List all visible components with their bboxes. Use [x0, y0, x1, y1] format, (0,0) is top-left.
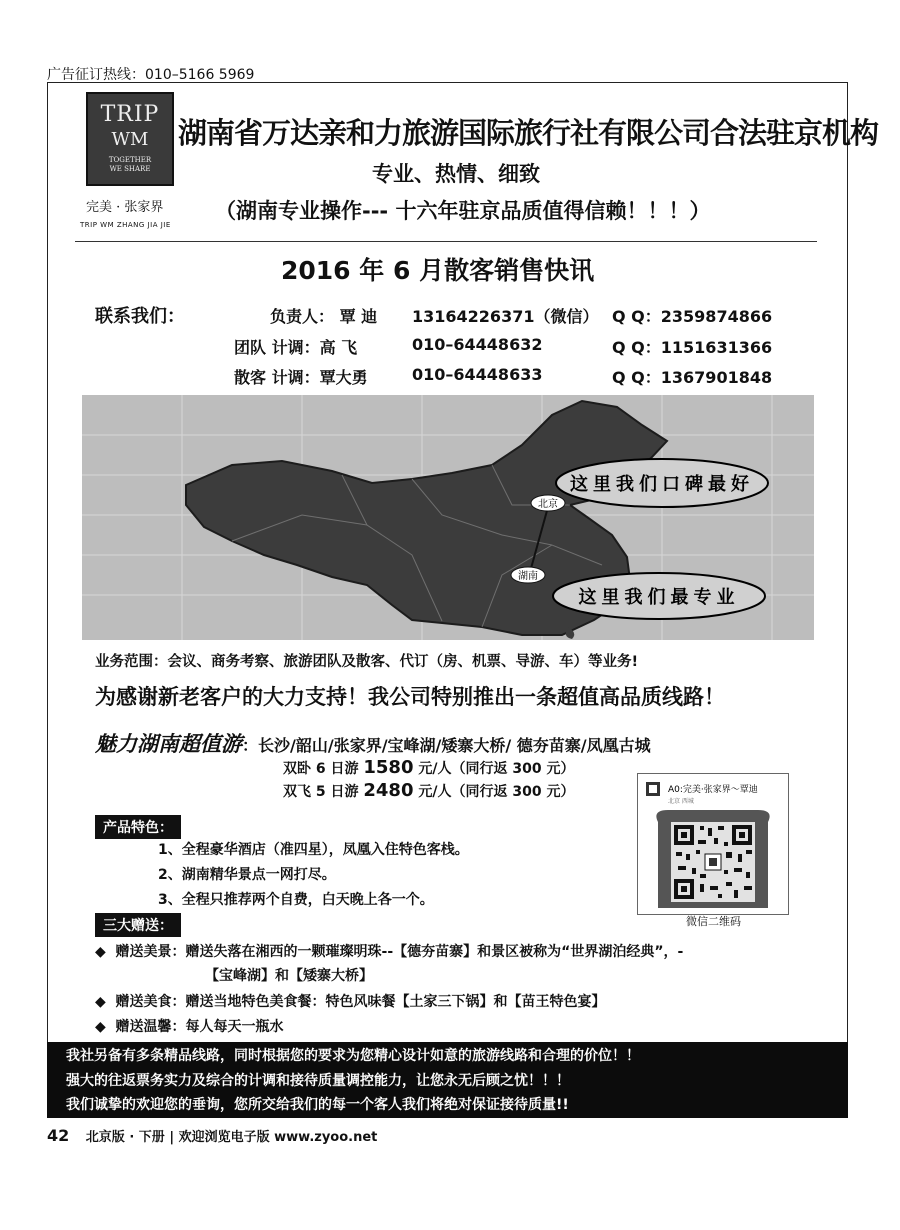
logo-en-name: TRIP WM ZHANG JIA JIE	[80, 221, 171, 229]
tour-route: ：长沙/韶山/张家界/宝峰湖/矮寨大桥/ 德夯苗寨/凤凰古城	[242, 736, 651, 755]
qr-account-name: A0:完美·张家界～覃迪	[668, 785, 758, 795]
china-map	[82, 395, 814, 640]
tour-line	[95, 728, 651, 758]
page-headline: 2016 年 6 月散客销售快讯	[281, 256, 595, 285]
contact-phone: 010–64448632	[412, 335, 543, 354]
gift-item-continued: 【宝峰湖】和【矮寨大桥】	[205, 968, 373, 984]
contact-qq: Q Q：2359874866	[612, 307, 773, 326]
company-trust: （湖南专业操作--- 十六年驻京品质值得信赖！！！）	[215, 199, 711, 223]
gift-item: ◆ 赠送美景：赠送失落在湘西的一颗璀璨明珠--【德夯苗寨】和景区被称为“世界湖泊经典”，-	[95, 944, 684, 960]
map-callout-top: 这里我们口碑最好	[570, 474, 754, 495]
gift-item: ◆ 赠送美食：赠送当地特色美食餐：特色风味餐【土家三下锅】和【苗王特色宴】	[95, 994, 606, 1010]
gifts-tag: 三大赠送：	[95, 913, 181, 937]
qr-account-location: 北京 西城	[668, 798, 694, 805]
qr-caption: 微信二维码	[686, 915, 741, 928]
contact-phone: 13164226371（微信）	[412, 307, 599, 326]
diamond-bullet-icon: ◆	[95, 1019, 116, 1035]
features-tag: 产品特色：	[95, 815, 181, 839]
contact-qq: Q Q：1367901848	[612, 368, 773, 387]
diamond-bullet-icon: ◆	[95, 944, 116, 960]
map-label-beijing: 北京	[538, 499, 558, 510]
feature-item: 3、全程只推荐两个自费，白天晚上各一个。	[158, 892, 434, 908]
price-amount: 2480	[363, 780, 414, 801]
contact-title: 联系我们：	[95, 306, 185, 327]
promo-banner	[47, 1042, 848, 1118]
banner-line: 我们诚挚的欢迎您的垂询，您所交给我们的每一个客人我们将绝对保证接待质量!!	[66, 1097, 569, 1113]
qr-code-icon	[638, 774, 788, 914]
gift-item: ◆ 赠送温馨：每人每天一瓶水	[95, 1019, 284, 1035]
price-line: 双飞 5 日游 2480 元/人（同行返 300 元）	[283, 780, 575, 801]
tour-title: 魅力湖南超值游	[95, 732, 242, 756]
contact-role: 团队 计调：高 飞	[234, 338, 358, 357]
price-amount: 1580	[363, 757, 414, 778]
contact-role: 负责人： 覃 迪	[270, 307, 378, 326]
logo-cn-name: 完美 · 张家界	[86, 200, 164, 215]
logo-line-2: WM	[111, 129, 149, 150]
business-scope: 业务范围：会议、商务考察、旅游团队及散客、代订（房、机票、导游、车）等业务!	[95, 654, 639, 670]
company-name: 湖南省万达亲和力旅游国际旅行社有限公司合法驻京机构	[178, 116, 879, 150]
feature-item: 2、湖南精华景点一网打尽。	[158, 867, 336, 883]
logo-line-1: TRIP	[100, 102, 160, 127]
diamond-bullet-icon: ◆	[95, 994, 116, 1010]
map-callout-bottom: 这里我们最专业	[578, 587, 740, 608]
divider-line	[75, 241, 817, 242]
company-slogan: 专业、热情、细致	[372, 162, 540, 186]
edition-label: 北京版 · 下册	[85, 1130, 165, 1145]
wechat-qr-card	[637, 773, 789, 915]
footer-divider: |	[169, 1130, 175, 1145]
ad-hotline: 广告征订热线：010–5166 5969	[47, 67, 255, 83]
page-number: 42	[47, 1126, 70, 1145]
thanks-headline: 为感谢新老客户的大力支持！我公司特别推出一条超值高品质线路！	[95, 684, 725, 709]
map-label-hunan: 湖南	[518, 571, 538, 582]
contact-role: 散客 计调：覃大勇	[234, 368, 368, 387]
website-link[interactable]: 欢迎浏览电子版 www.zyoo.net	[178, 1130, 378, 1145]
contact-phone: 010–64448633	[412, 365, 543, 384]
banner-line: 强大的往返票务实力及综合的计调和接待质量调控能力，让您永无后顾之忧！！！	[66, 1072, 570, 1089]
company-logo	[86, 92, 174, 186]
price-line: 双卧 6 日游 1580 元/人（同行返 300 元）	[283, 757, 575, 778]
contact-qq: Q Q：1151631366	[612, 338, 773, 357]
page-footer	[47, 1126, 377, 1145]
logo-line-3: TOGETHER WE SHARE	[108, 156, 152, 173]
feature-item: 1、全程豪华酒店（准四星），凤凰入住特色客栈。	[158, 842, 469, 858]
banner-line: 我社另备有多条精品线路，同时根据您的要求为您精心设计如意的旅游线路和合理的价位！！	[66, 1048, 640, 1064]
